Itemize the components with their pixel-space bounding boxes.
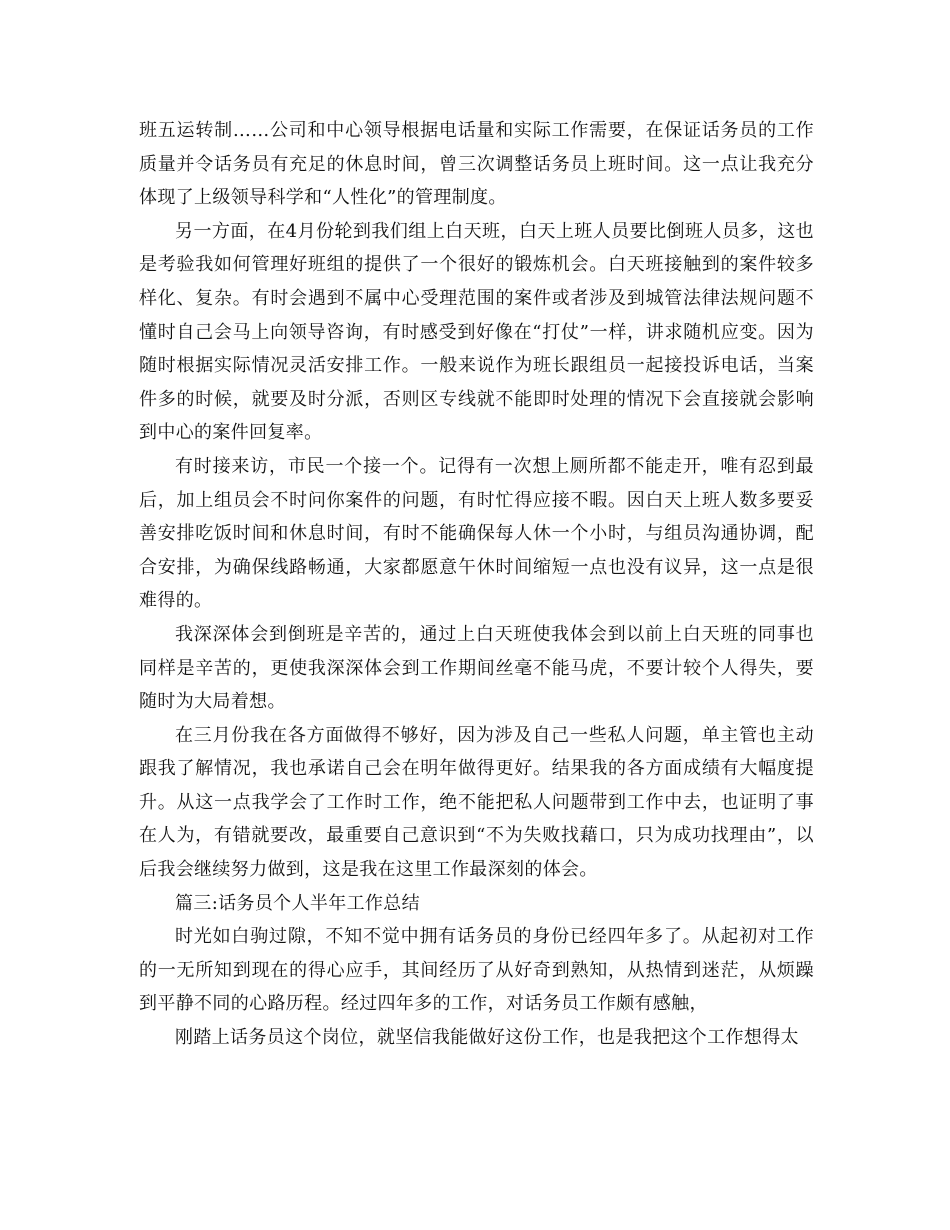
section-heading: 篇三:话务员个人半年工作总结 — [175, 892, 420, 914]
paragraph-visitors: 有时接来访，市民一个接一个。记得有一次想上厕所都不能走开，唯有忍到最后，加上组员会不时问你案件的问题，有时忙得应接不暇。因白天上班人数多要妥善安排吃饭时间和休息时间，有时不能确保每人休一个小时，与组员沟通协调，配合安排，为确保线路畅通，大家都愿意午休时间缩短一点也没有议异，这一点是很难得的。 — [139, 455, 814, 612]
paragraph-four-years: 时光如白驹过隙，不知不觉中拥有话务员的身份已经四年多了。从起初对工作的一无所知到现在的得心应手，其间经历了从好奇到熟知，从热情到迷茫，从烦躁到平静不同的心路历程。经过四年多的工作，对话务员工作颇有感触， — [139, 926, 814, 1015]
paragraph-shift-schedule: 班五运转制……公司和中心领导根据电话量和实际工作需要，在保证话务员的工作质量并令话务员有充足的休息时间，曾三次调整话务员上班时间。这一点让我充分体现了上级领导科学和“人性化”的管理制度。 — [139, 120, 814, 209]
paragraph-hardship: 我深深体会到倒班是辛苦的，通过上白天班使我体会到以前上白天班的同事也同样是辛苦的，更使我深深体会到工作期间丝毫不能马虎，不要计较个人得失，要随时为大局着想。 — [139, 623, 814, 713]
paragraph-day-shift: 另一方面，在4月份轮到我们组上白天班，白天上班人员要比倒班人员多，这也是考验我如何管理好班组的提供了一个很好的锻炼机会。白天班接触到的案件较多样化、复杂。有时会遇到不属中心受理范围的案件或者涉及到城管法律法规问题不懂时自己会马上向领导咨询，有时感受到好像在“打仗”一样，讲求随机应变。因为随时根据实际情况灵活安排工作。一般来说作为班长跟组员一起接投诉电话，当案件多的时候，就要及时分派，否则区专线就不能即时处理的情况下会直接就会影响到中心的案件回复率。 — [139, 220, 814, 444]
paragraph-starting-out: 刚踏上话务员这个岗位，就坚信我能做好这份工作，也是我把这个工作想得太 — [175, 1027, 799, 1049]
document-body — [139, 114, 814, 1055]
paragraph-march-reflection: 在三月份我在各方面做得不够好，因为涉及自己一些私人问题，单主管也主动跟我了解情况，我也承诺自己会在明年做得更好。结果我的各方面成绩有大幅度提升。从这一点我学会了工作时工作，绝不能把私人问题带到工作中去，也证明了事在人为，有错就要改，最重要自己意识到“不为失败找藉口，只为成功找理由”，以后我会继续努力做到，这是我在这里工作最深刻的体会。 — [139, 724, 814, 881]
